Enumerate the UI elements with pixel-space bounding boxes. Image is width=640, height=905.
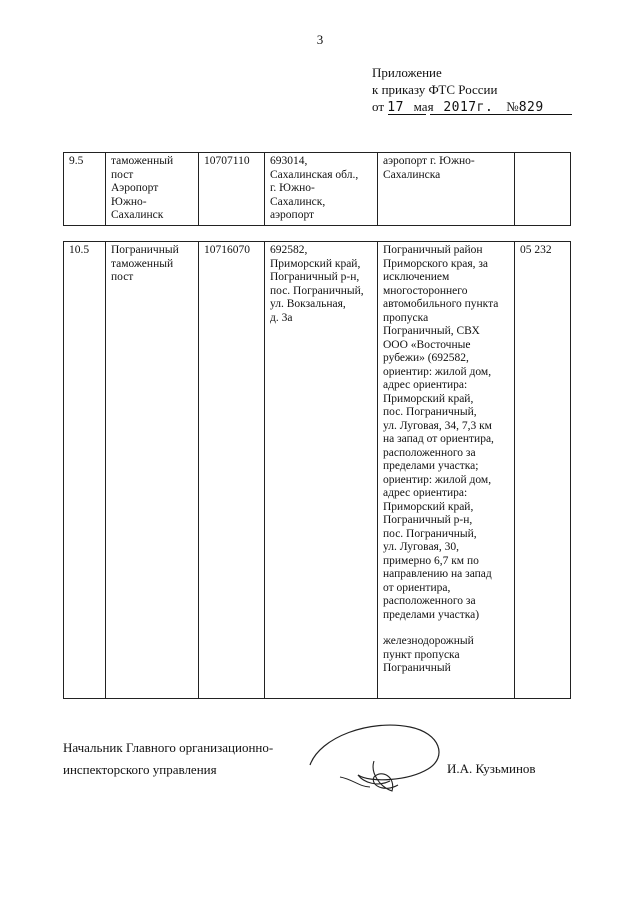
zone-cell: аэропорт г. Южно- Сахалинска	[378, 153, 515, 226]
code-cell: 10707110	[199, 153, 265, 226]
post-name-cell: таможенный пост Аэропорт Южно- Сахалинск	[106, 153, 199, 226]
page-number: 3	[316, 32, 324, 47]
date-day: 17	[387, 100, 404, 115]
signer-title-line2: инспекторского управления	[63, 762, 217, 777]
table-row	[64, 153, 571, 226]
zone-cell: Пограничный район Приморского края, за исключением многостороннего автомобильного пункта пропуска Пограничный, СВХ ООО «Восточные рубежи» (692582, ориентир: жилой дом, адрес ориентира: Приморский край, пос. Пограничный, ул. Луговая, 34, 7,3 км на запад от ориентира, расположенного за пределами участка; ориентир: жилой дом, адрес ориентира: Приморский край, Пограничный р-н, пос. Пограничный, ул. Луговая, 30, примерно 6,7 км по направлению на запад от ориентира, расположенного за пределами участка) железнодорожный пункт пропуска Пограничный	[378, 242, 515, 699]
appendix-title: Приложение	[372, 65, 442, 80]
date-month: мая	[413, 99, 434, 114]
day-underline	[388, 114, 426, 115]
register-table-row-9-5	[63, 152, 571, 226]
address-cell: 692582, Приморский край, Пограничный р-н, пос. Пограничный, ул. Вокзальная, д. 3а	[265, 242, 378, 699]
date-year: 2017г.	[443, 100, 494, 115]
signer-title	[63, 737, 273, 781]
table-row	[64, 242, 571, 699]
signer-name: И.А. Кузьминов	[447, 761, 536, 776]
number-underline	[512, 114, 572, 115]
register-table-row-10-5	[63, 241, 571, 699]
appendix-order-ref: к приказу ФТС России	[372, 82, 498, 97]
address-cell: 693014, Сахалинская обл., г. Южно- Сахалинск, аэропорт	[265, 153, 378, 226]
order-number: 829	[518, 100, 544, 115]
handwritten-signature	[300, 717, 450, 797]
row-number-cell: 9.5	[64, 153, 106, 226]
date-prefix: от	[372, 99, 385, 114]
post-name-cell: Пограничный таможенный пост	[106, 242, 199, 699]
signer-title-line1: Начальник Главного организационно-	[63, 740, 274, 755]
code-cell: 10716070	[199, 242, 265, 699]
appendix-header	[372, 64, 544, 116]
extra-cell	[515, 153, 571, 226]
row-number-cell: 10.5	[64, 242, 106, 699]
number-sign: №	[506, 99, 519, 114]
extra-cell: 05 232	[515, 242, 571, 699]
